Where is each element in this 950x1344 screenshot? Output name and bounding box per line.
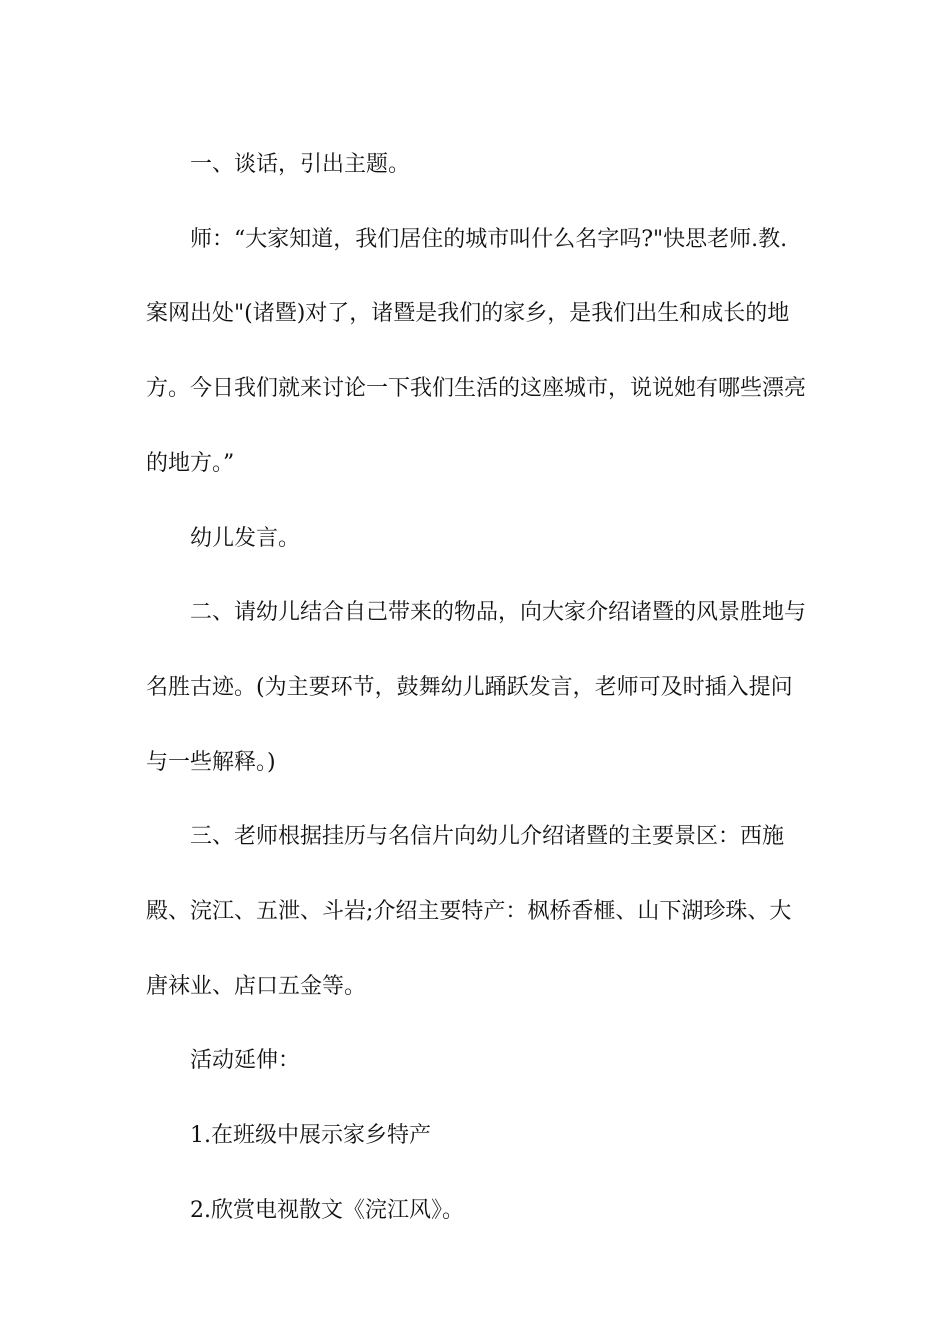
paragraph-section-one: 一、谈话，引出主题。 [190, 152, 411, 177]
paragraph-children-speak: 幼儿发言。 [190, 525, 301, 551]
document-body [146, 128, 808, 1249]
paragraph-teacher-question: 师：“大家知道，我们居住的城市叫什么名字吗?"快思老师.教.案网出处"(诸暨)对了，诸暨是我们的家乡，是我们出生和成长的地方。今日我们就来讨论一下我们生活的这座城市，说说她有哪些漂亮的地方。” [146, 226, 807, 476]
list-item-extension-1: 1.在班级中展示家乡特产 [190, 1123, 431, 1149]
paragraph-section-two: 二、请幼儿结合自己带来的物品，向大家介绍诸暨的风景胜地与名胜古迹。(为主要环节，鼓舞幼儿踊跃发言，老师可及时插入提问与一些解释。) [146, 600, 807, 775]
paragraph-section-three: 三、老师根据挂历与名信片向幼儿介绍诸暨的主要景区：西施殿、浣江、五泄、斗岩;介绍主要特产：枫桥香榧、山下湖珍珠、大唐袜业、店口五金等。 [146, 824, 792, 999]
paragraph-activity-extension: 活动延伸： [190, 1048, 301, 1074]
list-item-extension-2: 2.欣赏电视散文《浣江风》。 [190, 1197, 464, 1223]
